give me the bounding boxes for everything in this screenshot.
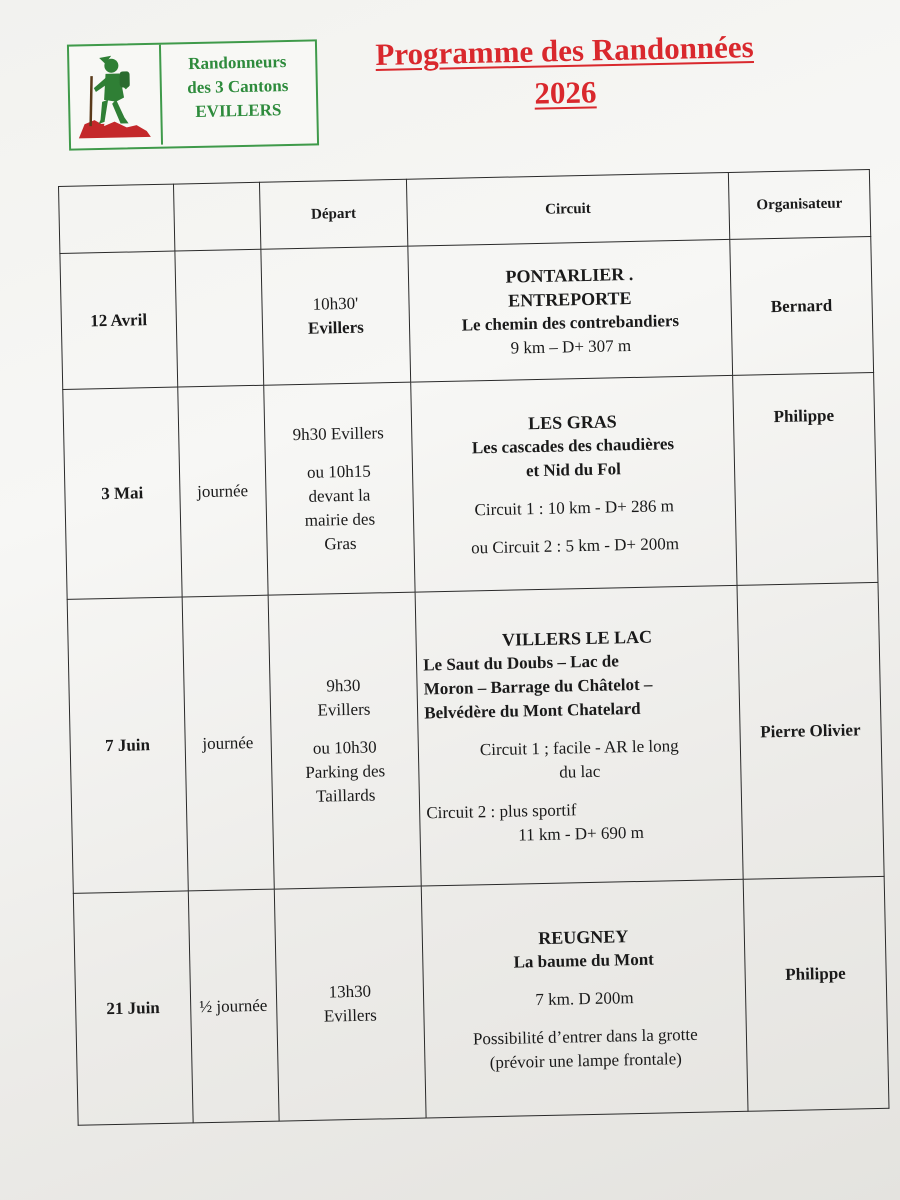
row-circuit	[408, 239, 732, 382]
depart-line: mairie des	[304, 508, 376, 530]
circuit-subtitle: et Nid du Fol	[525, 458, 622, 480]
row-organisateur: Bernard	[729, 236, 873, 375]
club-name-line-3: EVILLERS	[195, 100, 282, 121]
circuit-location: LES GRAS	[527, 410, 617, 433]
circuit-detail: Circuit 1 : 10 km - D+ 286 m	[474, 495, 675, 519]
depart-line: Evillers	[317, 699, 371, 720]
hike-schedule-table	[58, 169, 890, 1126]
depart-line: 13h30	[328, 981, 372, 1002]
row-duration: ½ journée	[188, 889, 279, 1123]
circuit-detail: Circuit 1 ; facile - AR le long	[479, 735, 679, 759]
club-name-line-2: des 3 Cantons	[187, 76, 289, 98]
depart-line: ou 10h30	[312, 736, 377, 758]
table-row	[60, 236, 874, 389]
row-circuit	[421, 879, 747, 1118]
row-duration	[175, 249, 264, 387]
row-depart	[261, 246, 411, 385]
circuit-location: REUGNEY	[538, 925, 629, 948]
header-organisateur: Organisateur	[728, 170, 871, 240]
row-date: 12 Avril	[60, 251, 177, 389]
row-organisateur: Pierre Olivier	[737, 582, 884, 879]
circuit-subtitle: La baume du Mont	[513, 949, 655, 972]
row-depart	[274, 886, 426, 1121]
header-duration	[173, 182, 260, 251]
circuit-detail: ou Circuit 2 : 5 km - D+ 200m	[470, 533, 680, 557]
row-circuit	[415, 585, 743, 886]
depart-line: Evillers	[307, 317, 364, 338]
circuit-detail: Possibilité d’entrer dans la grotte	[472, 1024, 698, 1048]
row-duration: journée	[182, 595, 274, 891]
circuit-detail: du lac	[559, 761, 601, 782]
circuit-subtitle: Les cascades des chaudières	[471, 433, 675, 457]
title-line-1: Programme des Randonnées	[375, 29, 755, 72]
table-row	[63, 372, 878, 599]
header-circuit: Circuit	[407, 172, 730, 246]
depart-line: ou 10h15	[306, 461, 371, 482]
circuit-detail: Circuit 2 : plus sportif	[426, 799, 577, 822]
title-year: 2026	[534, 74, 597, 111]
depart-line: devant la	[308, 485, 371, 506]
circuit-subtitle: Le Saut du Doubs – Lac de	[423, 650, 619, 674]
circuit-detail: 7 km. D 200m	[535, 987, 634, 1009]
row-depart	[268, 592, 422, 889]
header-date	[59, 184, 175, 253]
circuit-location: PONTARLIER .	[505, 263, 634, 287]
circuit-detail: 11 km - D+ 690 m	[518, 822, 645, 845]
depart-line: Parking des	[305, 760, 386, 782]
circuit-detail: (prévoir une lampe frontale)	[489, 1048, 683, 1072]
hiker-logo-icon	[69, 45, 163, 147]
row-date: 3 Mai	[63, 387, 182, 599]
row-date: 7 Juin	[67, 597, 188, 893]
circuit-subtitle: Le chemin des contrebandiers	[461, 310, 680, 335]
club-name-line-1: Randonneurs	[188, 52, 287, 74]
depart-line: 9h30 Evillers	[292, 422, 384, 444]
circuit-subtitle: Moron – Barrage du Châtelot –	[423, 674, 653, 698]
page-title	[329, 25, 801, 119]
header-depart: Départ	[259, 179, 408, 249]
depart-line: Taillards	[315, 784, 376, 806]
depart-line: Evillers	[323, 1005, 377, 1026]
circuit-subtitle: Belvédère du Mont Chatelard	[424, 698, 641, 722]
circuit-location: VILLERS LE LAC	[501, 626, 653, 650]
table-row	[67, 582, 884, 893]
table-row	[73, 876, 889, 1125]
club-logo	[67, 39, 319, 150]
circuit-detail: 9 km – D+ 307 m	[510, 335, 632, 358]
club-name	[163, 50, 312, 125]
row-duration: journée	[177, 385, 267, 597]
row-depart	[263, 382, 415, 595]
depart-line: Gras	[324, 533, 357, 553]
row-date: 21 Juin	[73, 891, 193, 1125]
circuit-location: ENTREPORTE	[507, 287, 632, 311]
row-organisateur: Philippe	[732, 372, 878, 585]
depart-line: 9h30	[326, 675, 361, 695]
depart-line: 10h30'	[312, 293, 359, 314]
row-circuit	[411, 375, 737, 592]
row-organisateur: Philippe	[743, 876, 889, 1111]
